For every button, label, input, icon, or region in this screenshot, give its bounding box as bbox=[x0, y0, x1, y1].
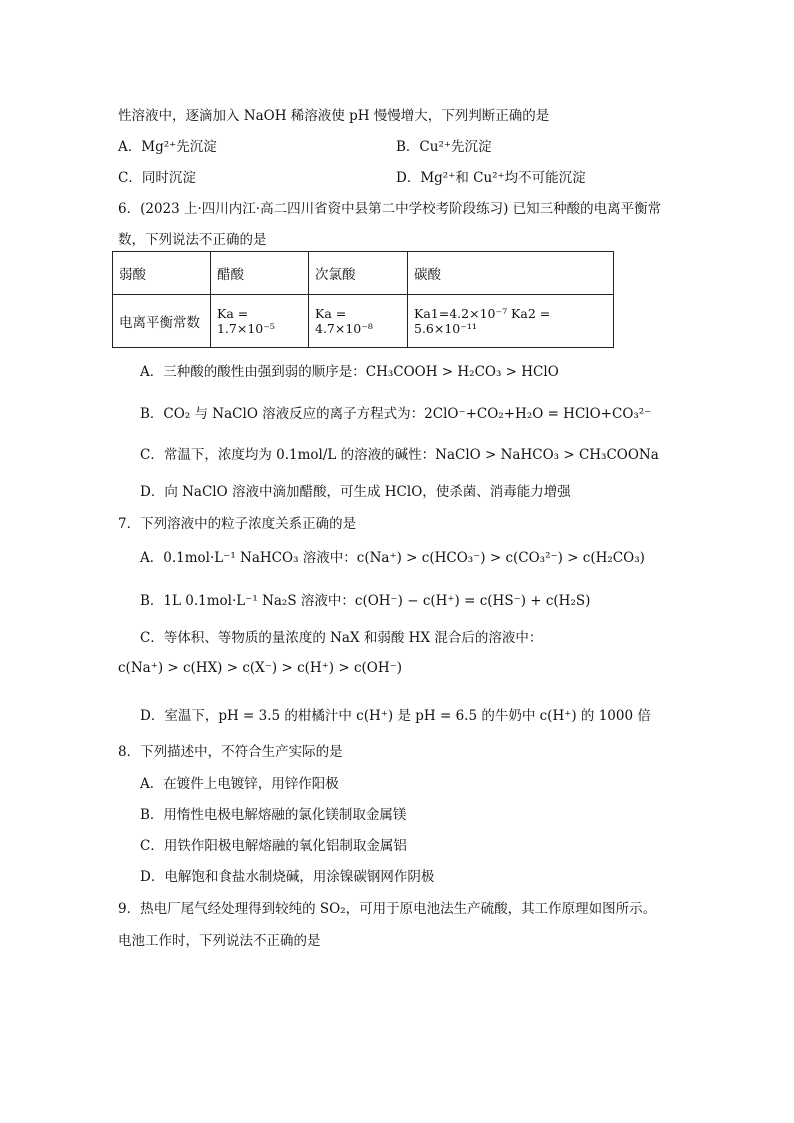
table-header-acetic: 醋酸 bbox=[211, 252, 309, 295]
q7-option-c: C．等体积、等物质的量浓度的 NaX 和弱酸 HX 混合后的溶液中： bbox=[140, 630, 543, 646]
q9-stem-line1: 9．热电厂尾气经处理得到较纯的 SO₂，可用于原电池法生产硫酸，其工作原理如图所示。 bbox=[118, 901, 657, 917]
q7-option-a: A．0.1mol·L⁻¹ NaHCO₃ 溶液中：c(Na⁺) > c(HCO₃⁻) > c(CO₃²⁻) > c(H₂CO₃) bbox=[140, 550, 645, 566]
table-cell-carbonic: Ka1=4.2×10⁻⁷ Ka2 = 5.6×10⁻¹¹ bbox=[408, 295, 614, 348]
q5-stem-tail: 性溶液中，逐滴加入 NaOH 稀溶液使 pH 慢慢增大，下列判断正确的是 bbox=[118, 108, 550, 124]
table-cell-acetic: Ka = 1.7×10⁻⁵ bbox=[211, 295, 309, 348]
q8-option-c: C．用铁作阳极电解熔融的氧化铝制取金属铝 bbox=[140, 838, 407, 854]
q6-stem-line2: 数，下列说法不正确的是 bbox=[118, 232, 267, 248]
q8-stem: 8．下列描述中，不符合生产实际的是 bbox=[118, 744, 343, 760]
table-cell-hypochlorous: Ka = 4.7×10⁻⁸ bbox=[309, 295, 408, 348]
q6-stem-line1: 6．(2023 上·四川内江·高二四川省资中县第二中学校考阶段练习) 已知三种酸的电离平衡常 bbox=[118, 201, 662, 217]
q7-option-d: D．室温下，pH = 3.5 的柑橘汁中 c(H⁺) 是 pH = 6.5 的牛奶中 c(H⁺) 的 1000 倍 bbox=[140, 708, 651, 724]
table-row-label: 电离平衡常数 bbox=[113, 295, 211, 348]
q7-stem: 7．下列溶液中的粒子浓度关系正确的是 bbox=[118, 516, 357, 532]
q6-option-b: B．CO₂ 与 NaClO 溶液反应的离子方程式为：2ClO⁻+CO₂+H₂O = HClO+CO₃²⁻ bbox=[140, 406, 652, 422]
q8-option-d: D．电解饱和食盐水制烧碱，用涂镍碳钢网作阴极 bbox=[140, 869, 435, 885]
q7-option-b: B．1L 0.1mol·L⁻¹ Na₂S 溶液中：c(OH⁻) − c(H⁺) = c(HS⁻) + c(H₂S) bbox=[140, 593, 591, 609]
q6-option-a: A．三种酸的酸性由强到弱的顺序是：CH₃COOH > H₂CO₃ > HClO bbox=[140, 364, 559, 380]
q5-option-a: A．Mg²⁺先沉淀 bbox=[118, 139, 217, 155]
q8-option-a: A．在镀件上电镀锌，用锌作阳极 bbox=[140, 776, 339, 792]
table-header-weak-acid: 弱酸 bbox=[113, 252, 211, 295]
q6-option-d: D．向 NaClO 溶液中滴加醋酸，可生成 HClO，使杀菌、消毒能力增强 bbox=[140, 484, 571, 500]
q5-option-c: C．同时沉淀 bbox=[118, 170, 196, 186]
q9-stem-line2: 电池工作时，下列说法不正确的是 bbox=[118, 933, 321, 949]
ionization-constant-table bbox=[112, 251, 614, 348]
table-header-hypochlorous: 次氯酸 bbox=[309, 252, 408, 295]
table-header-carbonic: 碳酸 bbox=[408, 252, 614, 295]
q7-option-c-relation: c(Na⁺) > c(HX) > c(X⁻) > c(H⁺) > c(OH⁻) bbox=[118, 660, 403, 676]
q6-option-c: C．常温下，浓度均为 0.1mol/L 的溶液的碱性：NaClO > NaHCO₃ > CH₃COONa bbox=[140, 447, 659, 463]
q5-option-b: B．Cu²⁺先沉淀 bbox=[396, 139, 492, 155]
q5-option-d: D．Mg²⁺和 Cu²⁺均不可能沉淀 bbox=[396, 170, 586, 186]
q8-option-b: B．用惰性电极电解熔融的氯化镁制取金属镁 bbox=[140, 807, 407, 823]
